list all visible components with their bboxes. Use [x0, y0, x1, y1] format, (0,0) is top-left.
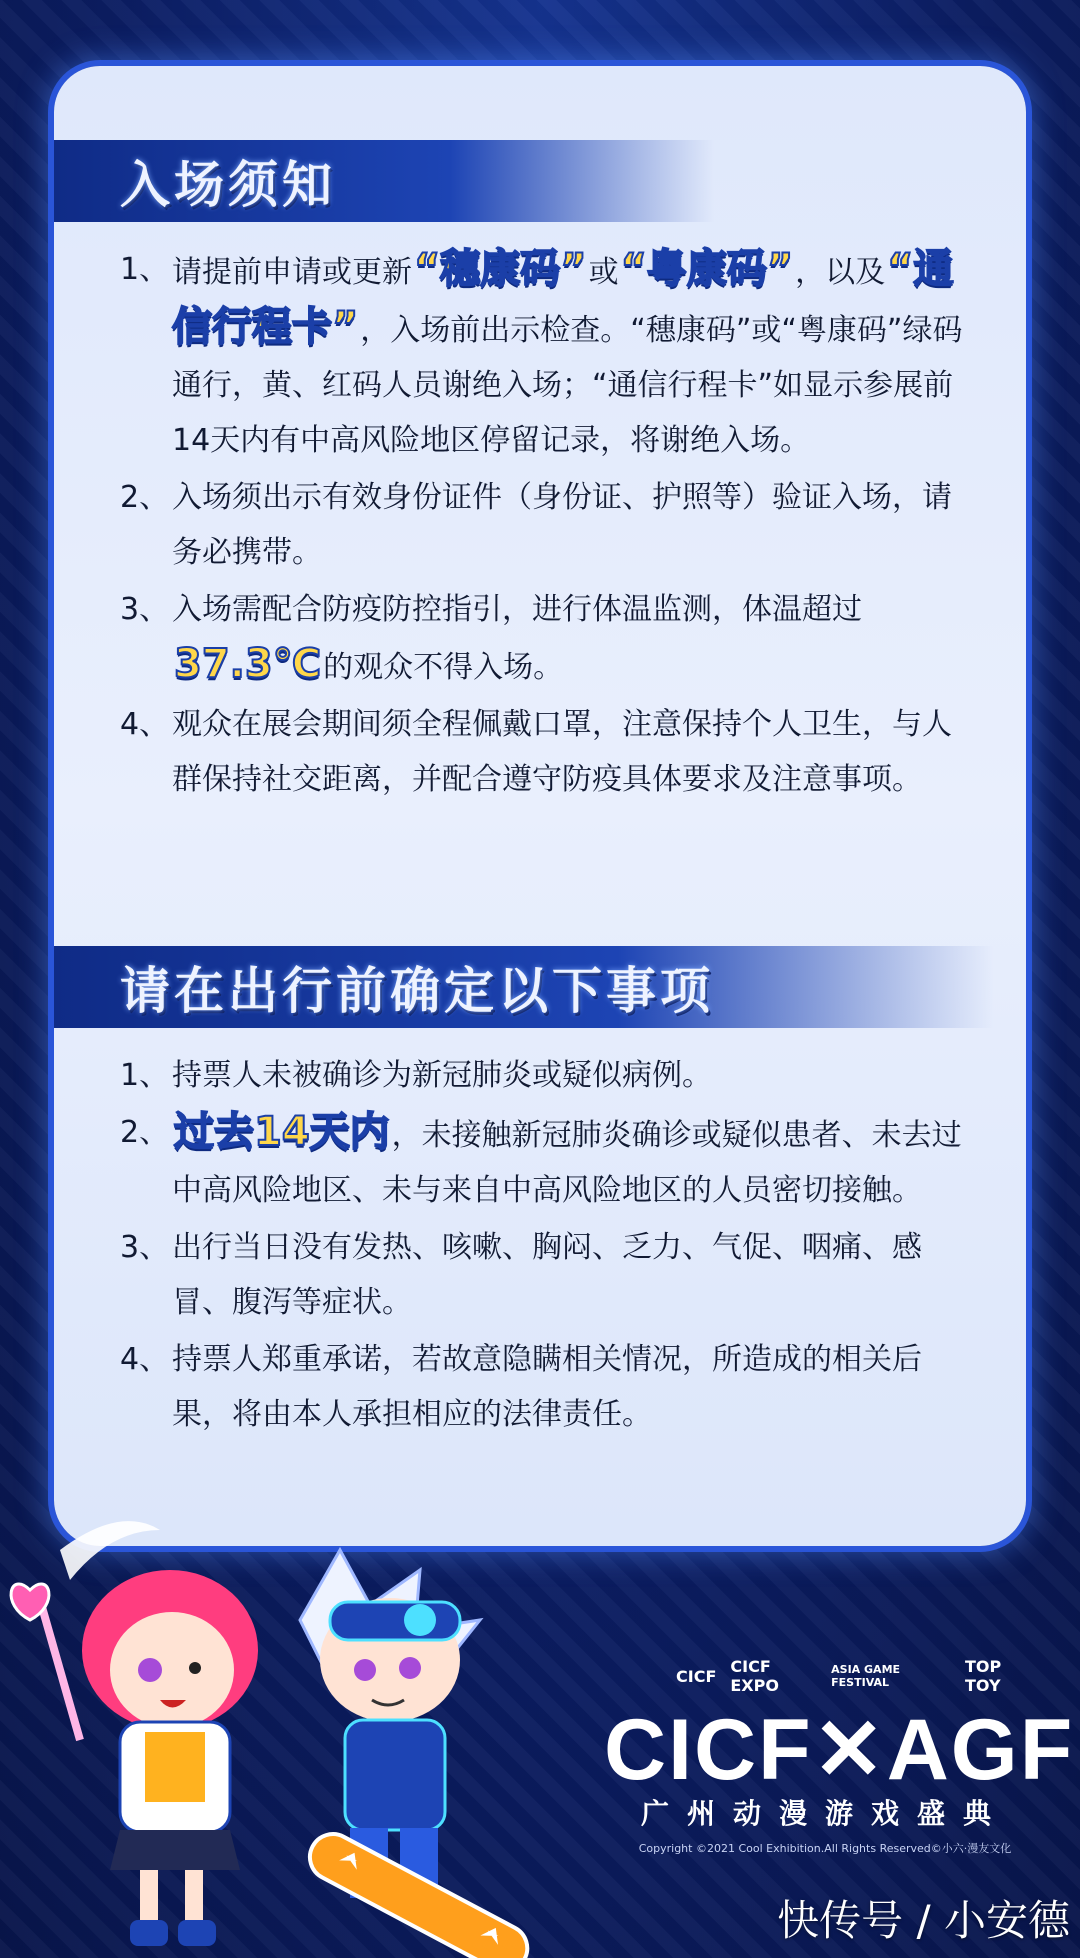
- agf-logo: ASIA GAME FESTIVAL: [831, 1663, 901, 1689]
- pre-travel-list: [120, 1048, 970, 1444]
- highlight-temperature: 37.3℃: [174, 641, 322, 687]
- entry-notice-list: [120, 242, 970, 809]
- toptoy-logo: TOP TOY: [965, 1657, 1002, 1695]
- list-item: 4、 观众在展会期间须全程佩戴口罩，注意保持个人卫生，与人群保持社交距离，并配合遵守防疫具体要求及注意事项。: [120, 707, 952, 797]
- boy-hoodie-icon: [345, 1720, 445, 1830]
- list-item: 2、 过去14天内，未接触新冠肺炎确诊或疑似患者、未去过中高风险地区、未与来自中高风险地区的人员密切接触。: [120, 1109, 962, 1208]
- notice-card: [54, 66, 1026, 1546]
- cicf-expo-logo: CICF EXPO: [730, 1657, 779, 1695]
- mascot-illustration: [0, 1510, 600, 1958]
- list-item: 4、 持票人郑重承诺，若故意隐瞒相关情况，所造成的相关后果，将由本人承担相应的法律责任。: [120, 1342, 922, 1432]
- list-item: 1、 持票人未被确诊为新冠肺炎或疑似病例。: [120, 1058, 712, 1093]
- section-title: 入场须知: [120, 156, 336, 214]
- girl-face-icon: [110, 1612, 234, 1728]
- section-title: 请在出行前确定以下事项: [120, 962, 714, 1020]
- goggles-icon: [330, 1602, 460, 1640]
- cicf-logo: CICF: [676, 1666, 717, 1686]
- highlight-yuekang-code: “粤康码”: [620, 246, 794, 292]
- copyright-text: Copyright ©2021 Cool Exhibition.All Rights Reserved©小六·漫友文化: [638, 1842, 1012, 1855]
- brand-subtitle: 广州动漫游戏盛典: [640, 1797, 1009, 1830]
- list-item: 1、 请提前申请或更新“穗康码”或“粤康码”，以及“通信行程卡”，入场前出示检查。“穗康码”或“粤康码”绿码通行，黄、红码人员谢绝入场；“通信行程卡”如显示参展前14天内有中高风险地区停留记录，将谢绝入场。: [120, 246, 963, 458]
- sponsor-logos: [676, 1656, 1036, 1696]
- list-item: 3、 入场需配合防疫防控指引，进行体温监测，体温超过37.3℃的观众不得入场。: [120, 592, 862, 687]
- list-item: 3、 出行当日没有发热、咳嗽、胸闷、乏力、气促、咽痛、感冒、腹泻等症状。: [120, 1230, 922, 1320]
- watermark-text: 快传号 / 小安德: [777, 1896, 1070, 1945]
- list-item: 2、 入场须出示有效身份证件（身份证、护照等）验证入场，请务必携带。: [120, 480, 952, 570]
- magic-wand-icon: [40, 1600, 80, 1740]
- highlight-14-days: 过去14天内: [174, 1109, 390, 1155]
- swoosh-icon: [60, 1521, 160, 1580]
- highlight-travel-card: “通信行程卡”: [172, 246, 954, 350]
- highlight-suikang-code: “穗康码”: [414, 246, 587, 292]
- section-header-entry-notice: [54, 140, 714, 222]
- section-header-pre-travel: [54, 946, 994, 1028]
- brand-logo: CICF✕AGF: [604, 1702, 1075, 1798]
